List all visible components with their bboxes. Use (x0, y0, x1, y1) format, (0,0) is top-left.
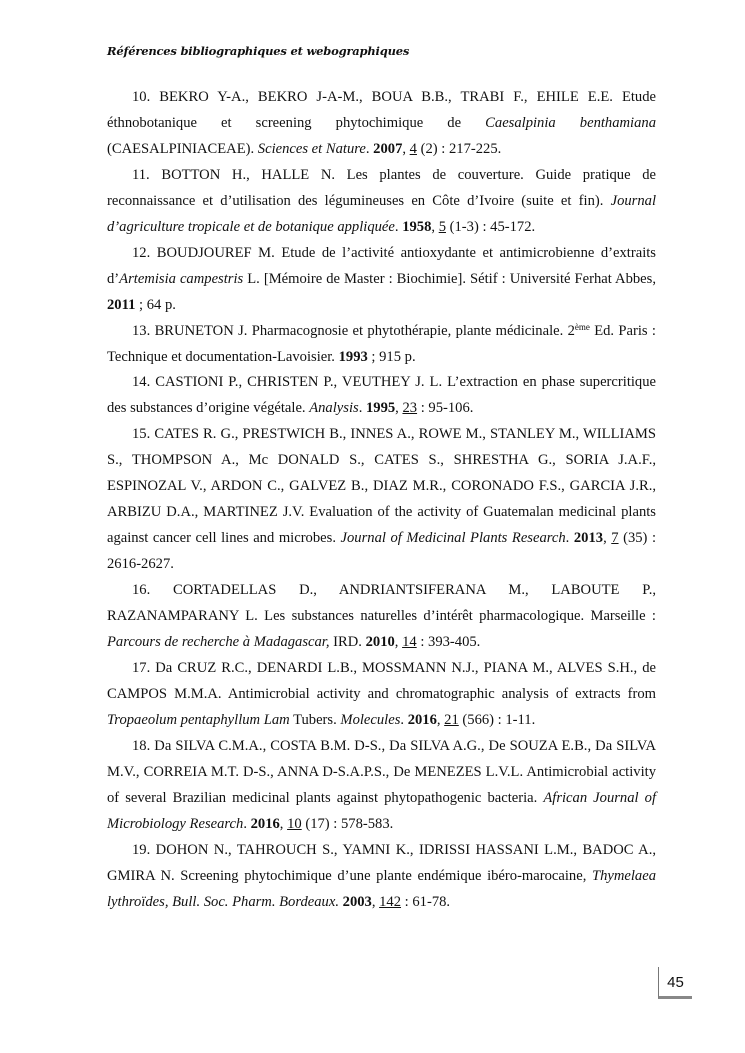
reference-text: , (395, 400, 403, 417)
reference-text: 2010 (365, 634, 395, 651)
reference-text: 142 (379, 893, 402, 910)
reference-entry-14 (107, 370, 656, 422)
reference-text: 5 (438, 218, 446, 235)
reference-text: 4 (409, 140, 417, 157)
reference-text: 1958 (402, 218, 432, 235)
reference-text: ème (574, 321, 590, 332)
reference-text: , (279, 815, 288, 832)
reference-text: 1993 (338, 348, 368, 365)
reference-text: 11. BOTTON H., HALLE N. Les plantes de couverture. Guide pratique de reconnaissance et d’utilisation des légumineuses en Côte d’Ivoire (suite et fin). (107, 166, 656, 209)
reference-text: Caesalpinia benthamiana (485, 114, 656, 131)
reference-text: 2007 (373, 140, 403, 157)
reference-entry-17 (107, 656, 656, 734)
reference-text: Journal d’agriculture tropicale et de botanique appliquée (107, 192, 656, 235)
page-number: 45 (658, 967, 692, 999)
reference-list (107, 85, 656, 916)
reference-text: 12. BOUDJOUREF M. Etude de l’activité antioxydante et antimicrobienne d’extraits d’ (107, 244, 656, 287)
reference-text: 1995 (365, 400, 396, 417)
reference-text: . (358, 400, 366, 417)
reference-text: Thymelaea lythroïdes, Bull. Soc. Pharm. Bordeaux. (107, 867, 656, 910)
reference-text: , (402, 140, 410, 157)
reference-text: Parcours de recherche à Madagascar, (107, 634, 330, 651)
reference-text: 19. DOHON N., TAHROUCH S., YAMNI K., IDRISSI HASSANI L.M., BADOC A., GMIRA N. Screening phytochimique d’une plante endémique ibéro-marocaine, (107, 841, 656, 884)
reference-text: . (394, 218, 403, 235)
reference-text: African Journal of Microbiology Research (107, 789, 657, 832)
reference-text: 7 (611, 530, 619, 547)
reference-text: . (243, 815, 251, 832)
reference-text: Artemisia campestris (119, 270, 244, 287)
reference-text: Ed. Paris : Technique et documentation-Lavoisier. (107, 322, 656, 365)
reference-entry-13 (107, 319, 656, 371)
reference-text: Journal of Medicinal Plants Research (340, 530, 566, 547)
reference-entry-11 (107, 163, 656, 241)
page-header-title: Références bibliographiques et webographiques (107, 44, 410, 58)
reference-text: : 61-78. (401, 893, 451, 910)
reference-text: 15. CATES R. G., PRESTWICH B., INNES A., ROWE M., STANLEY M., WILLIAMS S., THOMPSON A., Mc DONALD S., CATES S., SHRESTHA G., SORIA J.A.F., ESPINOZAL V., ARDON C., GALVEZ B., DIAZ M.R., CORONADO F.S., GARCIA J.R., ARBIZU D.A., MARTINEZ J.V. Evaluation of the activity of Guatemalan medicinal plants against cancer cell lines and microbes. (107, 426, 656, 547)
reference-text: , (431, 218, 439, 235)
reference-text: Tubers. (289, 711, 341, 728)
reference-text: Analysis (309, 400, 359, 417)
reference-text: . (400, 711, 408, 728)
reference-entry-19 (107, 838, 656, 916)
reference-text: 2013 (573, 530, 604, 547)
reference-text: , (394, 634, 403, 651)
reference-text: L. [Mémoire de Master : Biochimie]. Sétif : Université Ferhat Abbes, (243, 270, 656, 287)
reference-text: 13. BRUNETON J. Pharmacognosie et phytothérapie, plante médicinale. 2 (132, 322, 575, 339)
reference-text: 10 (287, 815, 302, 832)
reference-text: 17. Da CRUZ R.C., DENARDI L.B., MOSSMANN N.J., PIANA M., ALVES S.H., de CAMPOS M.M.A. Antimicrobial activity and chromatographic analysis of extracts from (107, 659, 656, 702)
reference-text: 18. Da SILVA C.M.A., COSTA B.M. D-S., Da SILVA A.G., De SOUZA E.B., Da SILVA M.V., CORREIA M.T. D-S., ANNA D-S.A.P.S., De MENEZES L.V.L. Antimicrobial activity of several Brazilian medicinal plants against phytopathogenic bacteria. (107, 737, 656, 806)
reference-text: Sciences et Nature (257, 140, 366, 157)
reference-entry-16 (107, 578, 656, 656)
reference-entry-15 (107, 422, 656, 578)
reference-text: (2) : 217-225. (416, 140, 502, 157)
reference-text: Tropaeolum pentaphyllum Lam (107, 711, 290, 728)
reference-text: 14 (402, 634, 417, 651)
reference-text: (17) : 578-583. (301, 815, 394, 832)
reference-text: ; 64 p. (135, 296, 176, 313)
reference-text: (1-3) : 45-172. (445, 218, 536, 235)
reference-text: : 393-405. (416, 634, 481, 651)
reference-text: 2011 (107, 296, 136, 313)
reference-text: (566) : 1-11. (458, 711, 536, 728)
reference-text: , (436, 711, 445, 728)
reference-text: ; 915 p. (367, 348, 416, 365)
reference-entry-12 (107, 241, 656, 319)
reference-text: IRD. (329, 634, 366, 651)
reference-text: . (565, 530, 574, 547)
reference-text: , (371, 893, 380, 910)
reference-text: . (365, 140, 374, 157)
reference-text: 2003 (342, 893, 372, 910)
reference-text: , (603, 530, 612, 547)
reference-text: 23 (402, 400, 418, 417)
reference-text: 16. CORTADELLAS D., ANDRIANTSIFERANA M., LABOUTE P., RAZANAMPARANY L. Les substances naturelles d’intérêt pharmacologique. Marseille : (107, 582, 656, 625)
reference-text: 14. CASTIONI P., CHRISTEN P., VEUTHEY J. L. L’extraction en phase supercritique des substances d’origine végétale. (107, 374, 656, 417)
reference-text: 21 (444, 711, 459, 728)
reference-entry-18 (107, 734, 656, 838)
reference-text: Molecules (340, 711, 401, 728)
reference-text: 10. BEKRO Y-A., BEKRO J-A-M., BOUA B.B., TRABI F., EHILE E.E. Etude éthnobotanique et screening phytochimique de (107, 89, 656, 131)
reference-text: 2016 (407, 711, 437, 728)
reference-text: (35) : 2616-2627. (107, 530, 657, 573)
reference-text: 2016 (250, 815, 280, 832)
reference-entry-10 (107, 85, 656, 163)
reference-text: (CAESALPINIACEAE). (107, 140, 258, 157)
reference-text: : 95-106. (417, 400, 474, 417)
